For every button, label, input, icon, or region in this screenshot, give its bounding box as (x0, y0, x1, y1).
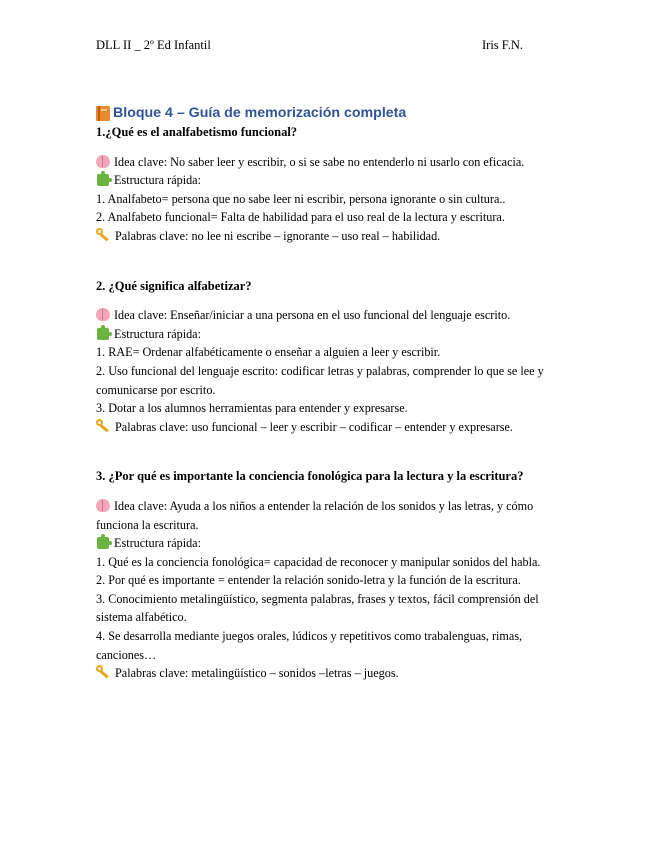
idea-line: Idea clave: Enseñar/iniciar a una persona en el uso funcional del lenguaje escrito. (96, 306, 566, 325)
idea-line: Idea clave: No saber leer y escribir, o si se sabe no entenderlo ni usarlo con eficacia. (96, 153, 566, 172)
list-item: 2. Analfabeto funcional= Falta de habilidad para el uso real de la lectura y escritura. (96, 210, 505, 225)
list-item: 2. Por qué es importante = entender la relación sonido-letra y la función de la escritura. (96, 573, 521, 588)
list-item: 2. Uso funcional del lenguaje escrito: codificar letras y palabras, comprender lo que se lee y comunicarse por escrito. (96, 363, 544, 397)
list-item: 3. Dotar a los alumnos herramientas para entender y expresarse. (96, 401, 408, 416)
puzzle-icon (97, 174, 109, 186)
key-icon (96, 419, 111, 433)
section-question: 3. ¿Por qué es importante la conciencia fonológica para la lectura y la escritura? (96, 469, 524, 484)
section-2 (96, 277, 566, 437)
key-icon (96, 228, 111, 242)
header-course: DLL II _ 2º Ed Infantil (96, 38, 211, 52)
section-question: 1.¿Qué es el analfabetismo funcional? (96, 125, 298, 139)
orange-book-icon (96, 106, 110, 121)
puzzle-icon (97, 328, 109, 340)
list-item: 1. Qué es la conciencia fonológica= capacidad de reconocer y manipular sonidos del habla. (96, 554, 541, 569)
keywords-line: Palabras clave: metalingüístico – sonidos –letras – juegos. (96, 664, 566, 683)
brain-icon (96, 155, 110, 168)
keywords-line: Palabras clave: no lee ni escribe – ignorante – uso real – habilidad. (96, 227, 566, 246)
header-author: Iris F.N. (482, 38, 524, 52)
puzzle-icon (97, 537, 109, 549)
document-body (96, 104, 566, 683)
list-item: 1. Analfabeto= persona que no sabe leer ni escribir, persona ignorante o sin cultura.. (96, 191, 506, 206)
section-question: 2. ¿Qué significa alfabetizar? (96, 278, 252, 293)
block-title (96, 104, 566, 122)
brain-icon (96, 499, 110, 512)
list-item: 3. Conocimiento metalingüístico, segmenta palabras, frases y textos, fácil comprensión del sistema alfabético. (96, 591, 539, 625)
section-3 (96, 467, 566, 683)
idea-line: Idea clave: Ayuda a los niños a entender la relación de los sonidos y las letras, y cómo funciona la escritura. (96, 498, 534, 532)
brain-icon (96, 308, 110, 321)
key-icon (96, 665, 111, 679)
structure-line: Estructura rápida: (96, 325, 566, 344)
keywords-line: Palabras clave: uso funcional – leer y escribir – codificar – entender y expresarse. (96, 418, 566, 437)
list-item: 4. Se desarrolla mediante juegos orales, lúdicos y repetitivos como trabalenguas, rimas, canciones… (96, 629, 523, 662)
list-item: 1. RAE= Ordenar alfabéticamente o enseñar a alguien a leer y escribir. (96, 345, 441, 360)
structure-line: Estructura rápida: (96, 534, 566, 553)
block-title-text: Bloque 4 – Guía de memorización completa (113, 105, 407, 121)
section-1 (96, 123, 566, 246)
structure-line: Estructura rápida: (96, 171, 566, 190)
